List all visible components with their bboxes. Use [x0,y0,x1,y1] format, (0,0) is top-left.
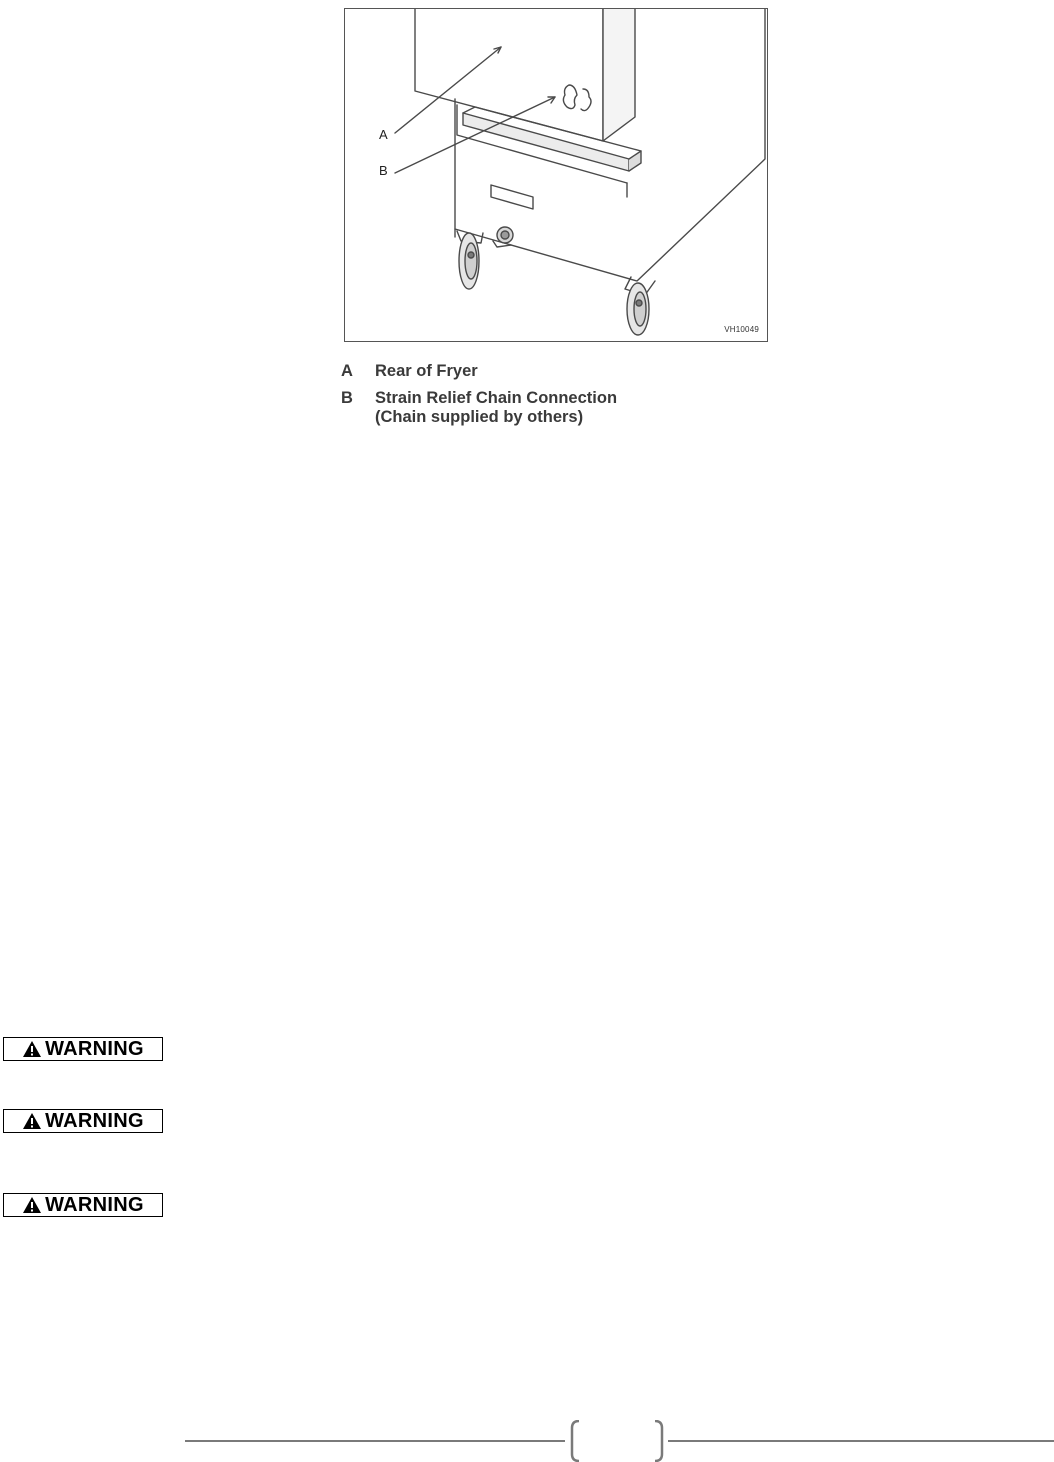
fryer-rear-figure [344,8,768,342]
warning-triangle-icon [22,1040,42,1058]
callout-a-label: A [379,127,388,142]
legend-key-a: A [341,362,353,380]
warning-triangle-icon [22,1112,42,1130]
warning-label-1 [3,1037,163,1061]
legend-text-a: Rear of Fryer [375,362,478,380]
warning-text-3: WARNING [45,1194,144,1216]
legend-text-b: Strain Relief Chain Connection [375,389,618,407]
footer-bracket-left [570,1420,580,1462]
fryer-rear-drawing [345,9,768,342]
warning-label-3 [3,1193,163,1217]
cabinet-front-panel [415,9,603,141]
figure-id-label: VH10049 [724,325,759,334]
warning-triangle-icon [22,1196,42,1214]
warning-text-1: WARNING [45,1038,144,1060]
warning-label-2 [3,1109,163,1133]
cabinet-side-panel [603,9,635,141]
label-plate [491,185,533,209]
callout-b-label: B [379,163,388,178]
warning-text-2: WARNING [45,1110,144,1132]
footer-rule-left [185,1440,565,1442]
footer-bracket-right [654,1420,664,1462]
figure-legend [341,362,761,435]
legend-item-b [341,389,761,427]
legend-subtext-b: (Chain supplied by others) [375,408,584,426]
footer-rule-right [668,1440,1054,1442]
legend-item-a [341,362,761,381]
legend-key-b: B [341,389,353,407]
